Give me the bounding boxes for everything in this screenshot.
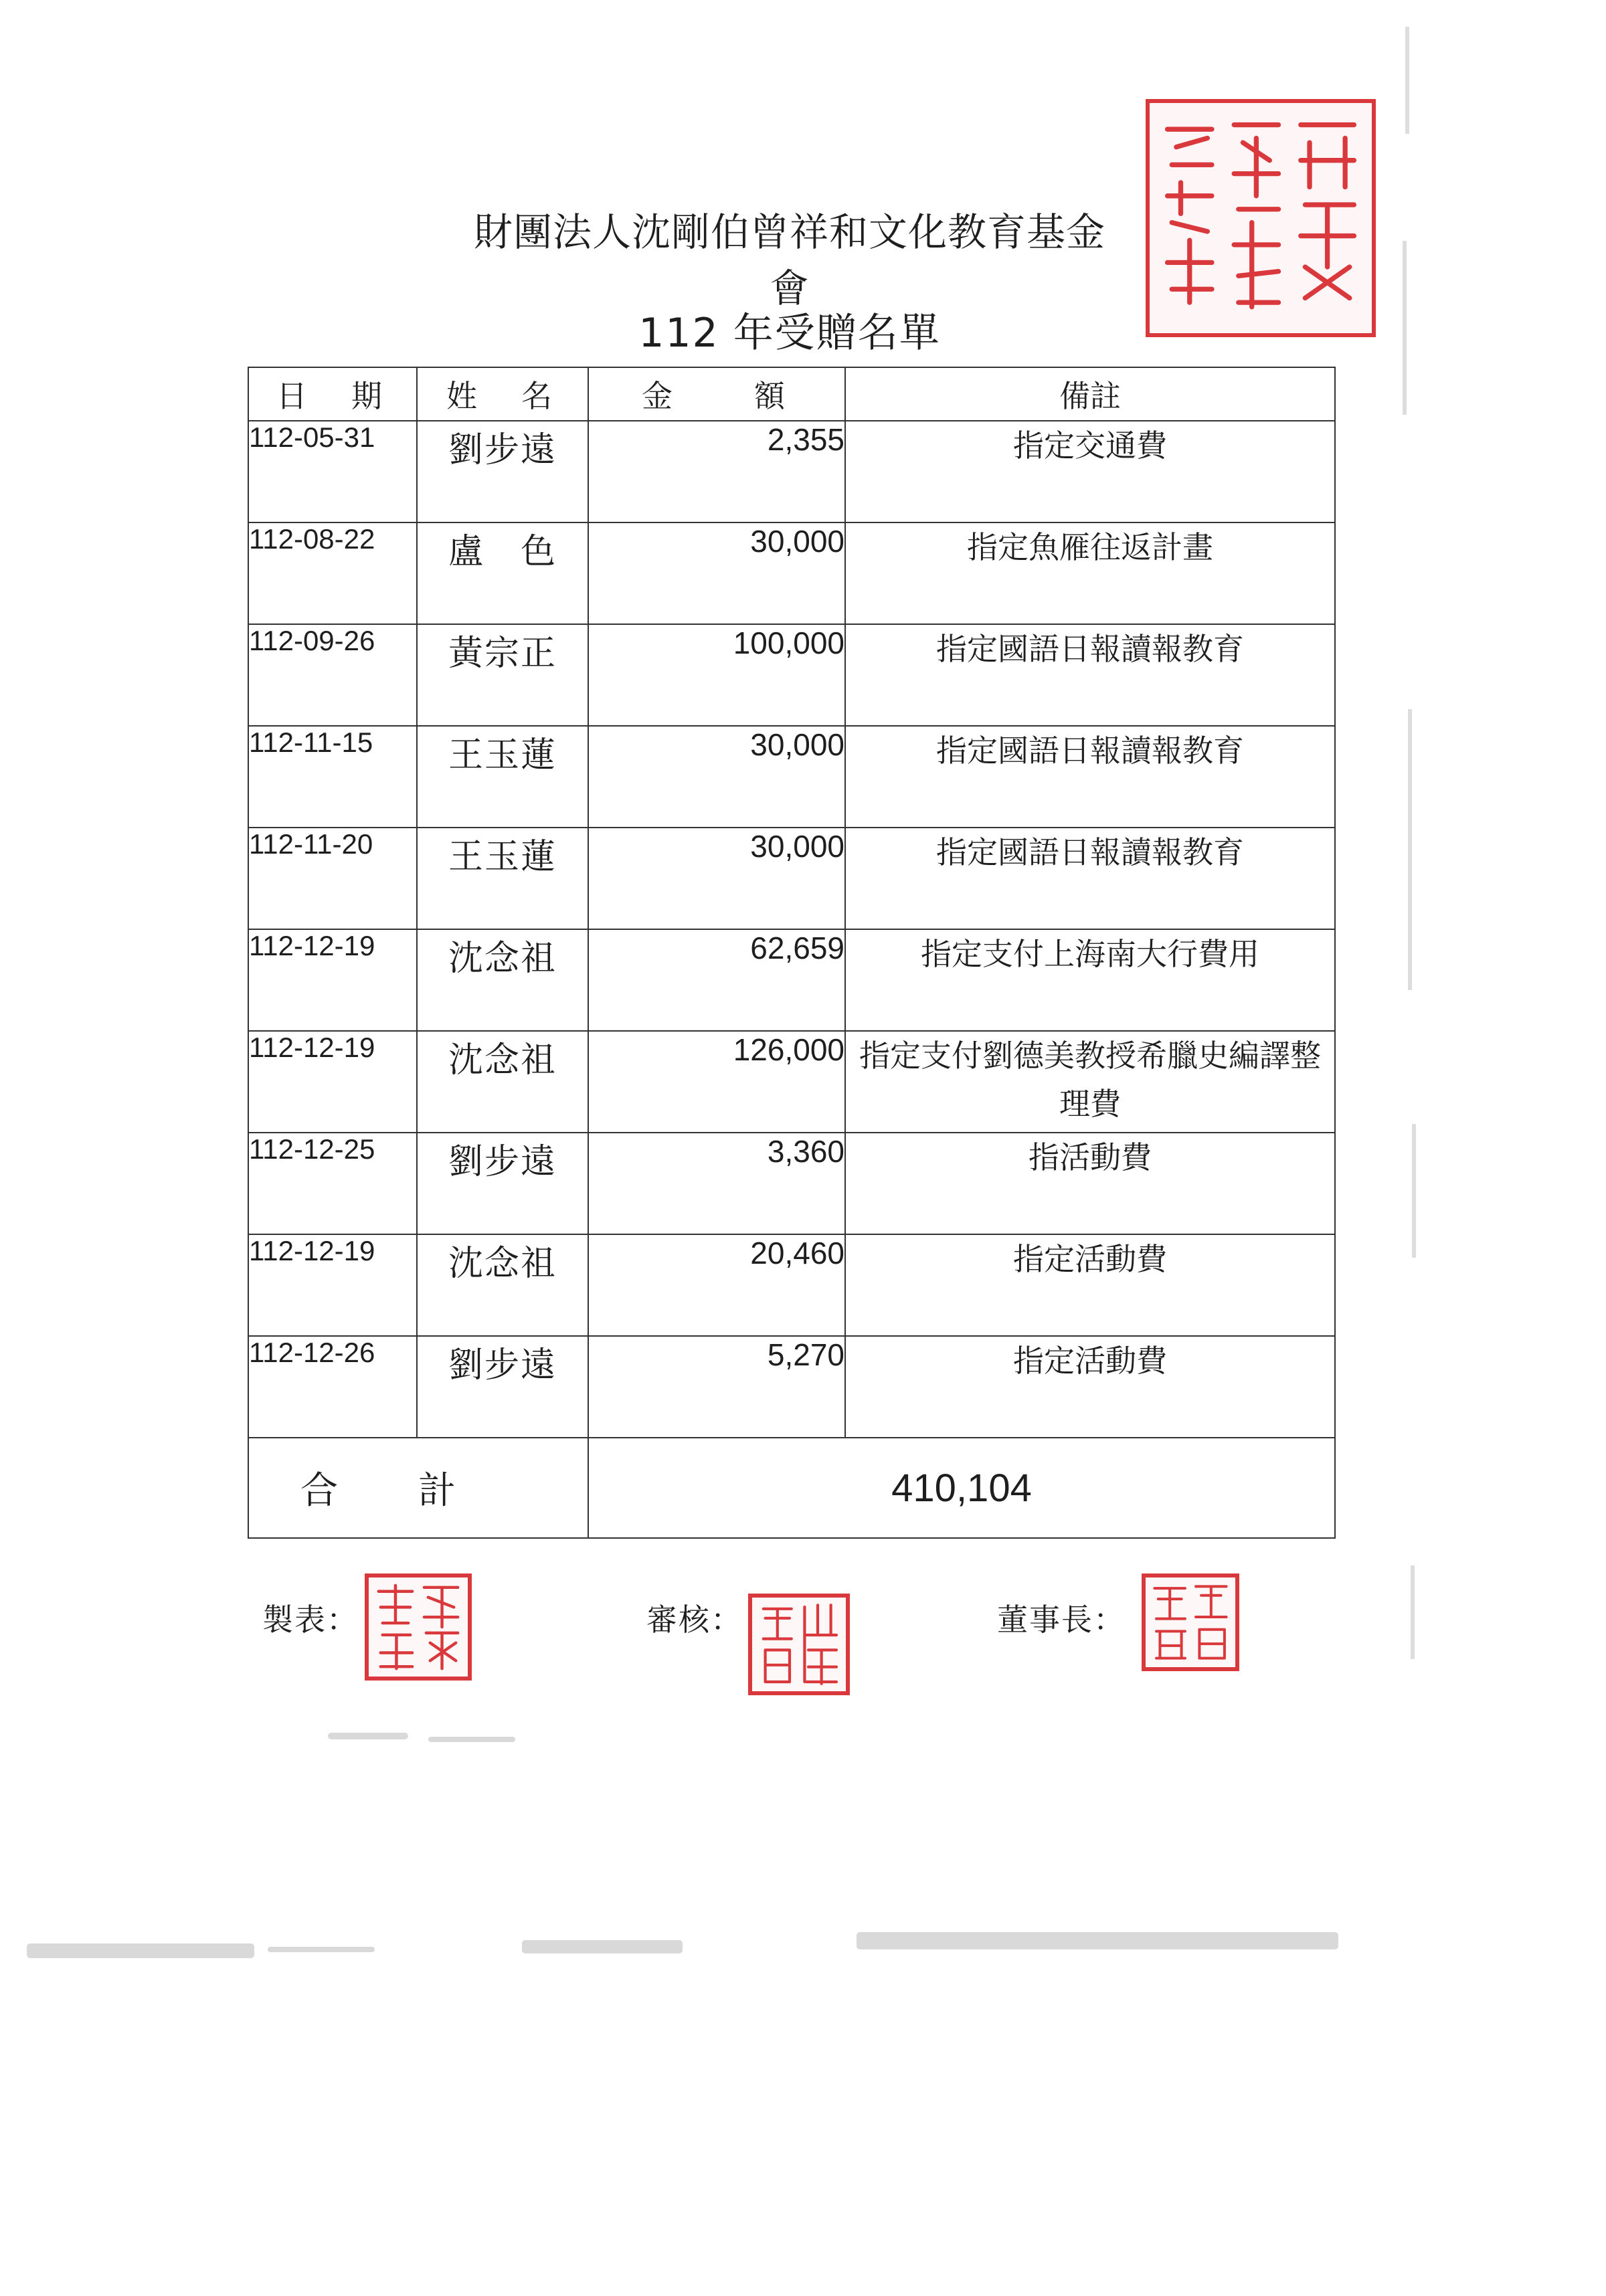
table-header-row — [248, 367, 1335, 421]
column-header-amount: 金 額 — [588, 367, 845, 421]
total-label: 合計 — [248, 1438, 588, 1538]
scan-artifact — [428, 1737, 515, 1742]
row-date: 112-08-22 — [248, 522, 417, 624]
chairman-seal-icon — [1146, 1577, 1235, 1667]
scan-edge-mark — [1408, 709, 1412, 990]
row-amount: 30,000 — [588, 522, 845, 624]
table-row — [248, 828, 1335, 929]
row-amount: 126,000 — [588, 1031, 845, 1133]
prepared-by-seal-icon — [369, 1577, 468, 1677]
row-note: 指活動費 — [845, 1133, 1335, 1234]
row-amount: 30,000 — [588, 828, 845, 929]
row-donor-name: 沈念祖 — [417, 1031, 588, 1133]
table-row — [248, 624, 1335, 726]
column-header-date: 日 期 — [248, 367, 417, 421]
row-note: 指定國語日報讀報教育 — [845, 624, 1335, 726]
row-date: 112-11-20 — [248, 828, 417, 929]
column-header-note: 備註 — [845, 367, 1335, 421]
row-donor-name: 黃宗正 — [417, 624, 588, 726]
row-note: 指定支付劉德美教授希臘史編譯整理費 — [845, 1031, 1335, 1133]
row-donor-name: 王玉蓮 — [417, 828, 588, 929]
row-date: 112-05-31 — [248, 421, 417, 522]
row-date: 112-12-19 — [248, 1031, 417, 1133]
total-value: 410,104 — [588, 1438, 1335, 1538]
scan-edge-mark — [1405, 27, 1409, 134]
row-note: 指定活動費 — [845, 1336, 1335, 1438]
row-donor-name: 劉步遠 — [417, 1336, 588, 1438]
reviewed-by-seal-stamp — [748, 1594, 850, 1695]
scan-artifact — [268, 1947, 375, 1952]
table-row — [248, 929, 1335, 1031]
row-date: 112-09-26 — [248, 624, 417, 726]
scan-edge-mark — [1412, 1124, 1416, 1258]
chairman-label: 董事長： — [997, 1602, 1126, 1638]
row-amount: 100,000 — [588, 624, 845, 726]
row-donor-name: 王玉蓮 — [417, 726, 588, 828]
row-donor-name: 劉步遠 — [417, 421, 588, 522]
row-note: 指定國語日報讀報教育 — [845, 726, 1335, 828]
donation-roster-table — [248, 367, 1336, 1539]
scan-artifact — [328, 1733, 408, 1739]
scan-artifact — [522, 1940, 683, 1953]
row-note: 指定國語日報讀報教育 — [845, 828, 1335, 929]
table-row — [248, 1234, 1335, 1336]
prepared-by-label: 製表： — [262, 1602, 359, 1638]
row-date: 112-12-19 — [248, 929, 417, 1031]
total-row — [248, 1438, 1335, 1538]
row-amount: 2,355 — [588, 421, 845, 522]
scan-edge-mark — [1403, 241, 1407, 415]
row-note: 指定活動費 — [845, 1234, 1335, 1336]
row-amount: 20,460 — [588, 1234, 845, 1336]
row-donor-name: 沈念祖 — [417, 929, 588, 1031]
reviewed-by-label: 審核： — [646, 1602, 743, 1638]
foundation-seal-stamp — [1146, 99, 1376, 337]
row-date: 112-12-26 — [248, 1336, 417, 1438]
table-row — [248, 522, 1335, 624]
table-row — [248, 1031, 1335, 1133]
prepared-by-seal-stamp — [365, 1573, 472, 1681]
row-amount: 5,270 — [588, 1336, 845, 1438]
row-date: 112-11-15 — [248, 726, 417, 828]
table-row — [248, 1133, 1335, 1234]
row-date: 112-12-25 — [248, 1133, 417, 1234]
chairman-seal-stamp — [1142, 1573, 1239, 1671]
row-note: 指定交通費 — [845, 421, 1335, 522]
scan-artifact — [27, 1943, 254, 1958]
organization-title: 財團法人沈剛伯曾祥和文化教育基金會 — [473, 209, 1105, 311]
row-amount: 30,000 — [588, 726, 845, 828]
foundation-seal-icon — [1150, 103, 1372, 333]
table-row — [248, 726, 1335, 828]
column-header-name: 姓 名 — [417, 367, 588, 421]
row-donor-name: 劉步遠 — [417, 1133, 588, 1234]
scan-artifact — [857, 1932, 1338, 1949]
scan-edge-mark — [1411, 1565, 1415, 1659]
row-date: 112-12-19 — [248, 1234, 417, 1336]
document-title: 112 年受贈名單 — [638, 310, 941, 357]
table-row — [248, 1336, 1335, 1438]
row-note: 指定魚雁往返計畫 — [845, 522, 1335, 624]
reviewed-by-seal-icon — [752, 1598, 846, 1691]
row-amount: 62,659 — [588, 929, 845, 1031]
row-amount: 3,360 — [588, 1133, 845, 1234]
table-row — [248, 421, 1335, 522]
row-donor-name: 沈念祖 — [417, 1234, 588, 1336]
row-donor-name: 盧 色 — [417, 522, 588, 624]
row-note: 指定支付上海南大行費用 — [845, 929, 1335, 1031]
